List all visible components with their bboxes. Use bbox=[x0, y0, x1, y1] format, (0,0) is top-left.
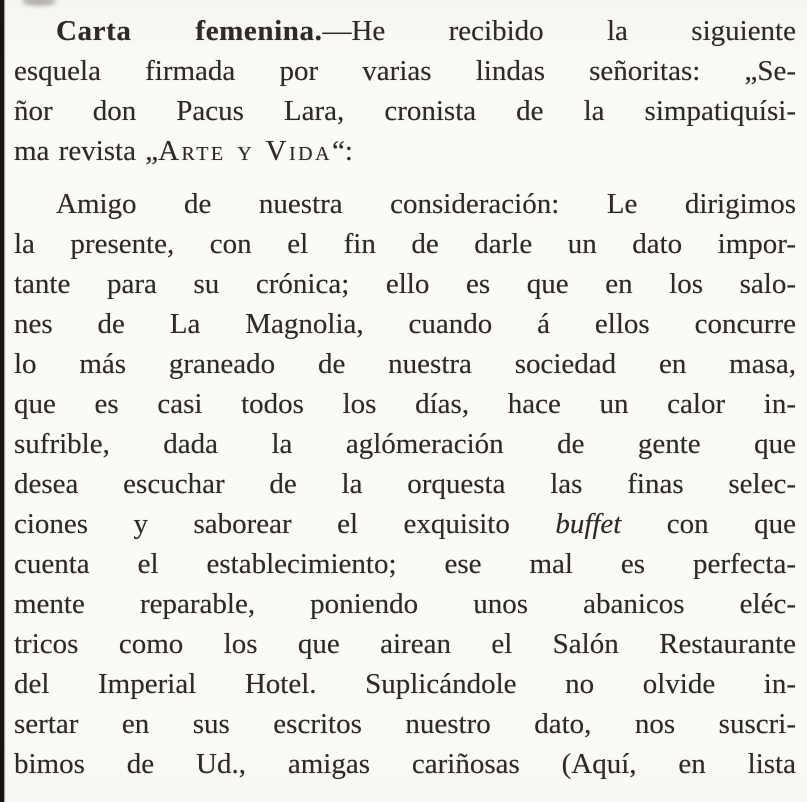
scan-edge-bar bbox=[0, 0, 4, 802]
text-segment: lo más graneado de nuestra sociedad en masa, bbox=[14, 348, 796, 380]
text-line bbox=[14, 744, 796, 784]
text-column bbox=[14, 11, 796, 784]
text-line bbox=[14, 304, 796, 344]
text-line bbox=[14, 664, 796, 704]
text-segment: “: bbox=[332, 135, 353, 167]
text-segment: esquela firmada por varias lindas señoritas: „Se- bbox=[14, 55, 796, 87]
text-segment: Amigo de nuestra consideración: Le dirigimos bbox=[56, 188, 796, 220]
text-line bbox=[14, 544, 796, 584]
text-segment: nes de La Magnolia, cuando á ellos concurre bbox=[14, 308, 796, 340]
text-segment: que es casi todos los días, hace un calor in- bbox=[14, 388, 796, 420]
magazine-title-smallcaps: Arte y Vida bbox=[158, 135, 333, 167]
text-line bbox=[14, 624, 796, 664]
text-segment: tante para su crónica; ello es que en los salo- bbox=[14, 268, 796, 300]
text-line bbox=[14, 704, 796, 744]
text-segment: tricos como los que airean el Salón Restaurante bbox=[14, 628, 796, 660]
text-segment: desea escuchar de la orquesta las finas selec- bbox=[14, 468, 796, 500]
text-line bbox=[14, 91, 796, 131]
text-segment: del Imperial Hotel. Suplicándole no olvide in- bbox=[14, 668, 796, 700]
text-segment: ciones y saborear el exquisito bbox=[14, 508, 556, 540]
italic-word-buffet: buffet bbox=[555, 508, 622, 540]
intro-paragraph bbox=[14, 11, 796, 171]
text-line bbox=[14, 131, 796, 171]
text-segment: con que bbox=[621, 508, 796, 540]
text-segment: bimos de Ud., amigas cariñosas (Aquí, en lista bbox=[14, 748, 796, 780]
text-segment: mente reparable, poniendo unos abanicos eléc- bbox=[14, 588, 796, 620]
text-segment: ñor don Pacus Lara, cronista de la simpatiquísi- bbox=[14, 95, 796, 127]
scan-smudge bbox=[22, 0, 56, 6]
text-line bbox=[14, 344, 796, 384]
text-line bbox=[14, 224, 796, 264]
text-segment: la presente, con el fin de darle un dato impor- bbox=[14, 228, 796, 260]
text-line bbox=[14, 51, 796, 91]
text-line bbox=[14, 264, 796, 304]
text-line bbox=[14, 584, 796, 624]
text-segment: ma revista „ bbox=[14, 135, 159, 167]
text-segment: cuenta el establecimiento; ese mal es perfecta- bbox=[14, 548, 796, 580]
text-segment: —He recibido la siguiente bbox=[322, 15, 796, 47]
text-line bbox=[14, 424, 796, 464]
lead-phrase-bold: Carta femenina. bbox=[56, 15, 323, 47]
text-segment: sufrible, dada la aglómeración de gente que bbox=[14, 428, 796, 460]
text-segment: sertar en sus escritos nuestro dato, nos suscri- bbox=[14, 708, 796, 740]
text-line bbox=[14, 11, 796, 51]
text-line bbox=[14, 384, 796, 424]
letter-body-paragraph bbox=[14, 184, 796, 784]
text-line bbox=[14, 464, 796, 504]
text-line bbox=[14, 184, 796, 224]
text-line bbox=[14, 504, 796, 544]
